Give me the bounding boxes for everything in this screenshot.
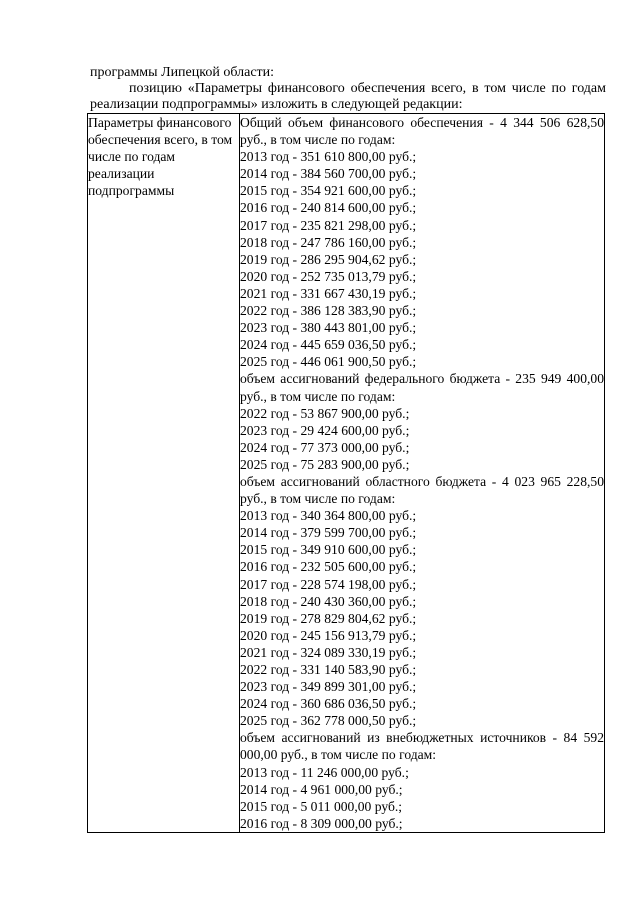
- financing-row: [88, 114, 605, 833]
- parameter-value-cell: [240, 114, 605, 833]
- year-amount-line: 2019 год - 278 829 804,62 руб.;: [240, 610, 417, 626]
- year-amount-line: 2016 год - 8 309 000,00 руб.;: [240, 815, 403, 831]
- year-amount-line: 2017 год - 228 574 198,00 руб.;: [240, 576, 417, 592]
- year-amount-line: 2015 год - 349 910 600,00 руб.;: [240, 542, 417, 558]
- year-amount-line: 2022 год - 386 128 383,90 руб.;: [240, 303, 417, 319]
- year-amount-line: 2020 год - 245 156 913,79 руб.;: [240, 627, 417, 643]
- year-amount-line: 2021 год - 331 667 430,19 руб.;: [240, 285, 417, 301]
- year-amount-line: 2013 год - 351 610 800,00 руб.;: [240, 149, 417, 165]
- year-amount-line: 2020 год - 252 735 013,79 руб.;: [240, 268, 417, 284]
- section-heading: Общий объем финансового обеспечения - 4 344 506 628,50 руб., в том числе по годам:: [240, 115, 604, 148]
- year-amount-line: 2021 год - 324 089 330,19 руб.;: [240, 644, 417, 660]
- financing-table: [87, 113, 605, 833]
- year-amount-line: 2025 год - 446 061 900,50 руб.;: [240, 354, 417, 370]
- year-amount-line: 2014 год - 379 599 700,00 руб.;: [240, 525, 417, 541]
- year-amount-line: 2018 год - 247 786 160,00 руб.;: [240, 234, 417, 250]
- year-amount-line: 2019 год - 286 295 904,62 руб.;: [240, 251, 417, 267]
- intro-line: программы Липецкой области:: [90, 65, 275, 80]
- year-amount-line: 2022 год - 53 867 900,00 руб.;: [240, 405, 410, 421]
- parameter-label-cell: Параметры финансового обеспечения всего, в том числе по годам реализации подпрограммы: [88, 114, 240, 833]
- year-amount-line: 2013 год - 340 364 800,00 руб.;: [240, 508, 417, 524]
- year-amount-line: 2022 год - 331 140 583,90 руб.;: [240, 662, 417, 677]
- section-heading: объем ассигнований федерального бюджета - 235 949 400,00 руб., в том числе по годам:: [240, 371, 604, 404]
- year-amount-line: 2024 год - 360 686 036,50 руб.;: [240, 696, 417, 712]
- year-amount-line: 2017 год - 235 821 298,00 руб.;: [240, 217, 417, 233]
- year-amount-line: 2015 год - 5 011 000,00 руб.;: [240, 798, 403, 814]
- year-amount-line: 2016 год - 240 814 600,00 руб.;: [240, 200, 417, 216]
- year-amount-line: 2016 год - 232 505 600,00 руб.;: [240, 559, 417, 575]
- year-amount-line: 2014 год - 384 560 700,00 руб.;: [240, 166, 417, 182]
- section-heading: объем ассигнований областного бюджета - 4 023 965 228,50 руб., в том числе по годам:: [240, 473, 604, 507]
- year-amount-line: 2023 год - 29 424 600,00 руб.;: [240, 422, 410, 438]
- year-amount-line: 2023 год - 349 899 301,00 руб.;: [240, 679, 417, 695]
- year-amount-line: 2018 год - 240 430 360,00 руб.;: [240, 593, 417, 609]
- year-amount-line: 2025 год - 75 283 900,00 руб.;: [240, 456, 410, 472]
- year-amount-line: 2025 год - 362 778 000,50 руб.;: [240, 713, 417, 729]
- year-amount-line: 2014 год - 4 961 000,00 руб.;: [240, 781, 403, 797]
- year-amount-line: 2013 год - 11 246 000,00 руб.;: [240, 764, 409, 780]
- year-amount-line: 2024 год - 77 373 000,00 руб.;: [240, 439, 410, 455]
- section-heading: объем ассигнований из внебюджетных источников - 84 592 000,00 руб., в том числе по годам:: [240, 730, 604, 763]
- year-amount-line: 2024 год - 445 659 036,50 руб.;: [240, 337, 417, 353]
- year-amount-line: 2015 год - 354 921 600,00 руб.;: [240, 183, 417, 199]
- amendment-paragraph: позицию «Параметры финансового обеспечения всего, в том числе по годам реализации подпрограммы» изложить в следующей редакции:: [90, 81, 606, 112]
- year-amount-line: 2023 год - 380 443 801,00 руб.;: [240, 320, 417, 336]
